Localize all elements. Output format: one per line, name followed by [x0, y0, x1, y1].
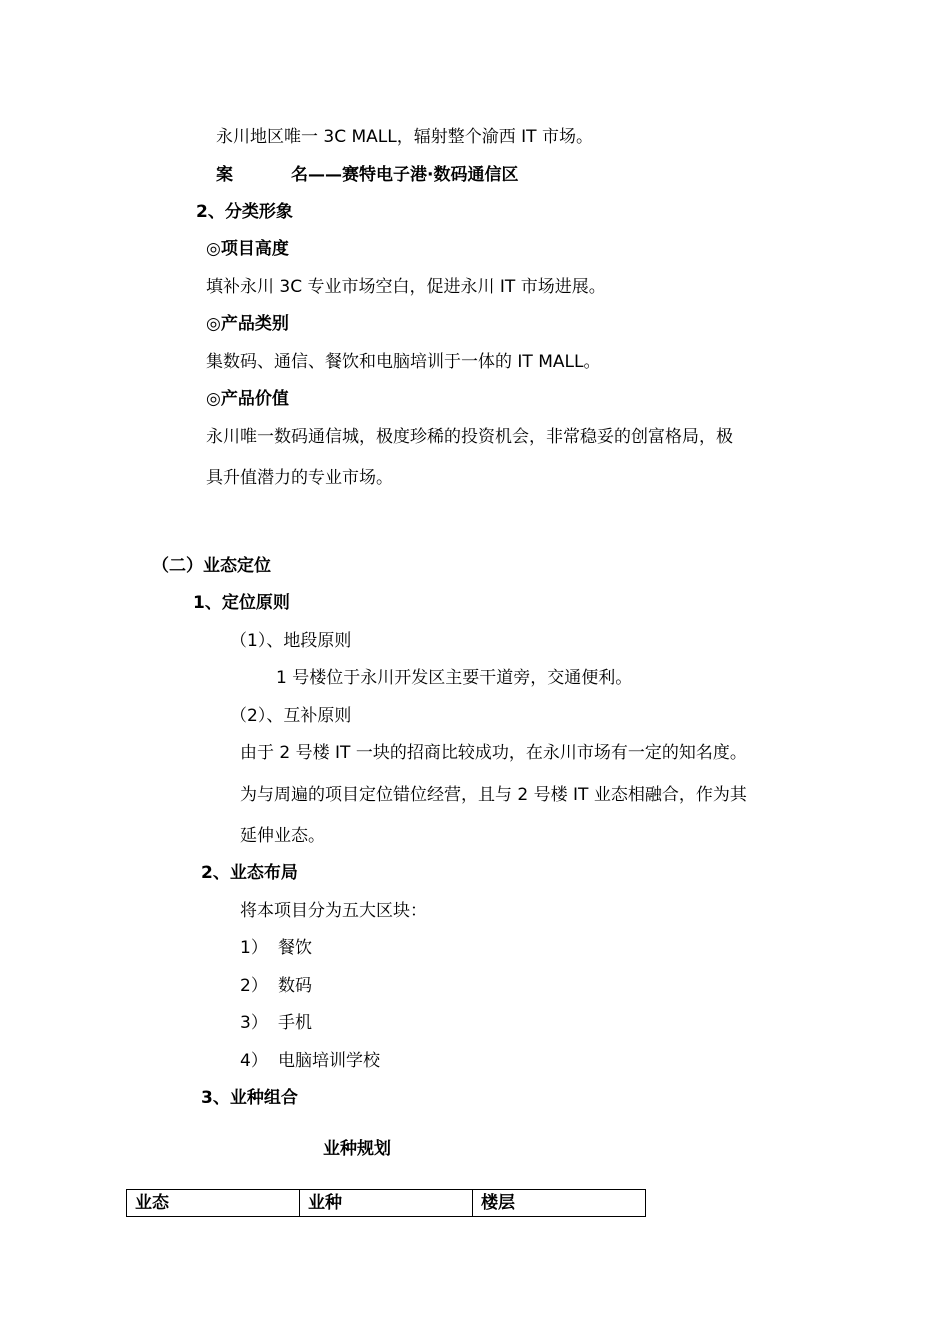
table-header-format: 业态: [127, 1190, 300, 1217]
layout-item-2-text: 数码: [278, 976, 312, 996]
table-title: 业种规划: [323, 1139, 391, 1159]
principle-2-title: （2）、互补原则: [230, 706, 352, 726]
principle-1-body: 1 号楼位于永川开发区主要干道旁，交通便利。: [276, 668, 633, 688]
intro-line: 永川地区唯一 3C MALL，辐射整个渝西 IT 市场。: [216, 127, 593, 147]
principle-1-title: （1）、地段原则: [230, 631, 352, 651]
section-heading-image: 2、分类形象: [196, 202, 293, 222]
principle-2-line1: 由于 2 号楼 IT 一块的招商比较成功，在永川市场有一定的知名度。: [240, 743, 747, 763]
case-name-label: 案: [216, 165, 233, 185]
item-title-category: ◎产品类别: [206, 314, 289, 334]
item-title-value: ◎产品价值: [206, 389, 289, 409]
layout-item-4-text: 电脑培训学校: [278, 1051, 380, 1071]
layout-item-1-num: 1）: [240, 938, 268, 958]
layout-item-2-num: 2）: [240, 976, 268, 996]
table-header-category: 业种: [300, 1190, 473, 1217]
principle-2-line2: 为与周遍的项目定位错位经营，且与 2 号楼 IT 业态相融合，作为其: [240, 785, 747, 805]
principle-2-line3: 延伸业态。: [240, 826, 325, 846]
combo-heading: 3、业种组合: [201, 1088, 298, 1108]
item-body-value-line2: 具升值潜力的专业市场。: [206, 468, 393, 488]
item-body-height: 填补永川 3C 专业市场空白，促进永川 IT 市场进展。: [206, 277, 606, 297]
table-header-floor: 楼层: [473, 1190, 646, 1217]
section-heading-format: （二）业态定位: [152, 556, 271, 576]
item-body-category: 集数码、通信、餐饮和电脑培训于一体的 IT MALL。: [206, 352, 601, 372]
layout-item-3-num: 3）: [240, 1013, 268, 1033]
layout-heading: 2、业态布局: [201, 863, 298, 883]
case-name-value: 名——赛特电子港·数码通信区: [291, 165, 519, 185]
item-title-height: ◎项目高度: [206, 239, 289, 259]
layout-item-1-text: 餐饮: [278, 938, 312, 958]
item-body-value-line1: 永川唯一数码通信城，极度珍稀的投资机会，非常稳妥的创富格局，极: [206, 427, 733, 447]
principles-heading: 1、定位原则: [193, 593, 290, 613]
layout-intro: 将本项目分为五大区块：: [240, 901, 427, 921]
table-header-row: [127, 1190, 646, 1217]
layout-item-3-text: 手机: [278, 1013, 312, 1033]
layout-item-4-num: 4）: [240, 1051, 268, 1071]
business-plan-table: [126, 1189, 646, 1217]
